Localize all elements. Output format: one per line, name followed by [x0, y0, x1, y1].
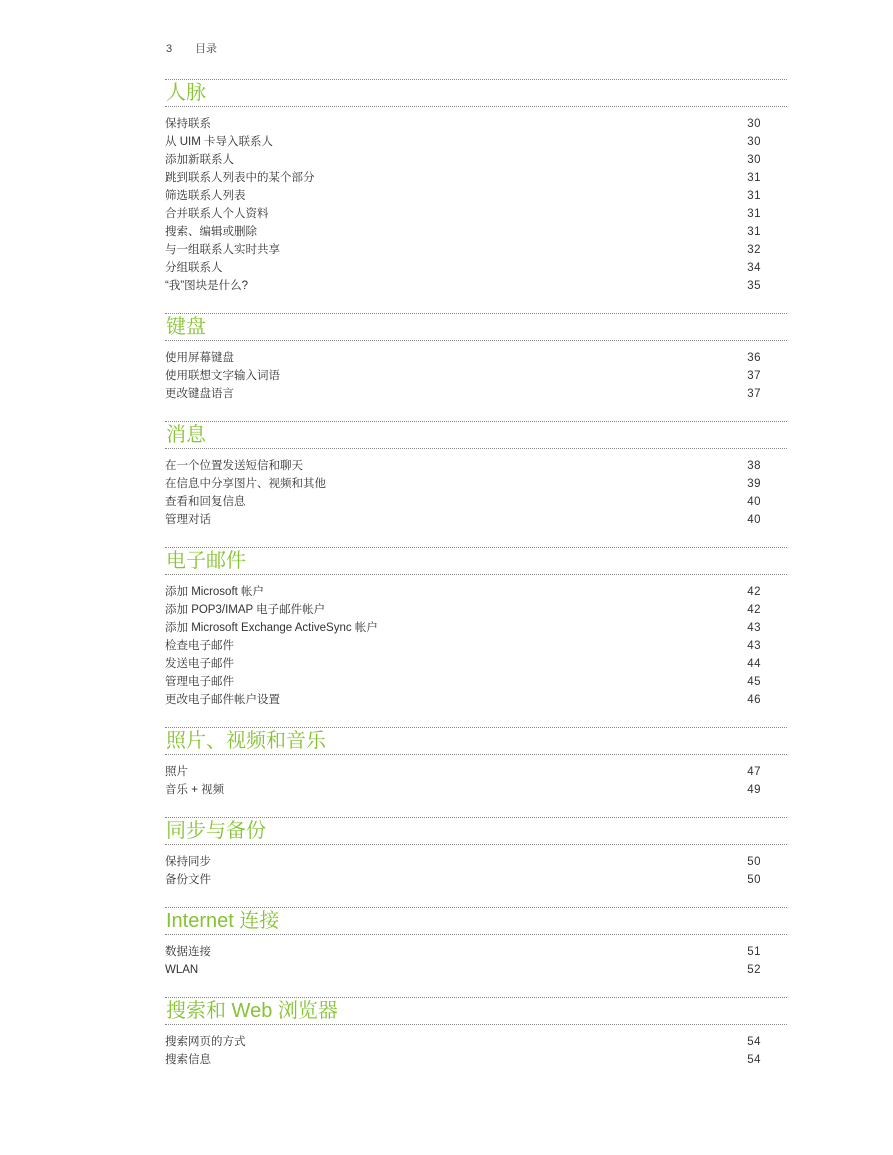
toc-entry-label: 保持同步: [165, 856, 211, 868]
toc-entry-label: 管理电子邮件: [165, 676, 234, 688]
toc-entry[interactable]: [165, 583, 787, 601]
toc-entry-label: 合并联系人个人资料: [165, 208, 269, 220]
page-header: [166, 40, 217, 56]
toc-entry[interactable]: [165, 619, 787, 637]
toc-section: [165, 997, 787, 1069]
toc-entry[interactable]: [165, 385, 787, 403]
toc-entry-label: 筛选联系人列表: [165, 190, 246, 202]
toc-entry-list: [165, 935, 787, 979]
toc-entry-label: 在一个位置发送短信和聊天: [165, 460, 303, 472]
toc-entry-page-number: 30: [747, 154, 761, 166]
toc-section: [165, 727, 787, 799]
toc-entry-label: 添加新联系人: [165, 154, 234, 166]
toc-entry-page-number: 39: [747, 478, 761, 490]
toc-entry[interactable]: [165, 169, 787, 187]
toc-entry[interactable]: [165, 205, 787, 223]
toc-entry-page-number: 31: [747, 208, 761, 220]
toc-entry-label: 使用联想文字输入词语: [165, 370, 280, 382]
toc-entry[interactable]: [165, 961, 787, 979]
toc-entry-label: 跳到联系人列表中的某个部分: [165, 172, 315, 184]
toc-entry-page-number: 47: [747, 766, 761, 778]
section-heading: 键盘: [165, 313, 787, 341]
toc-entry[interactable]: [165, 781, 787, 799]
toc-entry-page-number: 42: [747, 604, 761, 616]
toc-entry-page-number: 43: [747, 640, 761, 652]
toc-entry-label: 在信息中分享图片、视频和其他: [165, 478, 326, 490]
toc-entry-label: 检查电子邮件: [165, 640, 234, 652]
section-heading: 人脉: [165, 79, 787, 107]
toc-entry-label: 搜索、编辑或删除: [165, 226, 257, 238]
toc-entry[interactable]: [165, 871, 787, 889]
toc-entry-page-number: 37: [747, 370, 761, 382]
toc-entry-page-number: 44: [747, 658, 761, 670]
toc-entry[interactable]: [165, 277, 787, 295]
toc-entry-page-number: 52: [747, 964, 761, 976]
toc-entry[interactable]: [165, 223, 787, 241]
toc-entry-label: 从 UIM 卡导入联系人: [165, 136, 273, 148]
toc-entry[interactable]: [165, 1051, 787, 1069]
toc-entry-label: 更改电子邮件帐户设置: [165, 694, 280, 706]
toc-entry[interactable]: [165, 133, 787, 151]
toc-section: [165, 313, 787, 403]
toc-entry-label: 发送电子邮件: [165, 658, 234, 670]
toc-entry[interactable]: [165, 943, 787, 961]
toc-entry-label: 使用屏幕键盘: [165, 352, 234, 364]
toc-entry-label: 更改键盘语言: [165, 388, 234, 400]
toc-entry[interactable]: [165, 763, 787, 781]
toc-entry-page-number: 30: [747, 136, 761, 148]
toc-entry[interactable]: [165, 475, 787, 493]
toc-entry-label: 备份文件: [165, 874, 211, 886]
table-of-contents: [165, 79, 787, 1087]
toc-entry[interactable]: [165, 511, 787, 529]
toc-entry[interactable]: [165, 259, 787, 277]
toc-entry-page-number: 49: [747, 784, 761, 796]
toc-entry[interactable]: [165, 1033, 787, 1051]
toc-entry-page-number: 38: [747, 460, 761, 472]
toc-entry-page-number: 46: [747, 694, 761, 706]
toc-entry-page-number: 36: [747, 352, 761, 364]
section-heading: 搜索和 Web 浏览器: [165, 997, 787, 1025]
section-heading: Internet 连接: [165, 907, 787, 935]
toc-entry[interactable]: [165, 187, 787, 205]
toc-section: [165, 421, 787, 529]
toc-section: [165, 547, 787, 709]
toc-entry[interactable]: [165, 673, 787, 691]
section-heading: 消息: [165, 421, 787, 449]
toc-entry-list: [165, 755, 787, 799]
toc-entry-page-number: 31: [747, 226, 761, 238]
toc-entry-label: 搜索信息: [165, 1054, 211, 1066]
toc-entry-label: 添加 POP3/IMAP 电子邮件帐户: [165, 604, 326, 616]
toc-entry-page-number: 50: [747, 874, 761, 886]
toc-entry-list: [165, 449, 787, 529]
section-heading: 电子邮件: [165, 547, 787, 575]
toc-entry-page-number: 54: [747, 1054, 761, 1066]
toc-entry-label: 添加 Microsoft 帐户: [165, 586, 265, 598]
page-number: 3: [166, 43, 173, 55]
toc-entry-label: 数据连接: [165, 946, 211, 958]
toc-entry-page-number: 45: [747, 676, 761, 688]
toc-entry[interactable]: [165, 349, 787, 367]
toc-entry[interactable]: [165, 637, 787, 655]
toc-entry-label: 添加 Microsoft Exchange ActiveSync 帐户: [165, 622, 378, 634]
toc-entry-label: 管理对话: [165, 514, 211, 526]
section-heading: 同步与备份: [165, 817, 787, 845]
toc-entry-label: 与一组联系人实时共享: [165, 244, 280, 256]
toc-entry-page-number: 35: [747, 280, 761, 292]
toc-entry-list: [165, 1025, 787, 1069]
toc-entry[interactable]: [165, 601, 787, 619]
toc-entry-page-number: 42: [747, 586, 761, 598]
toc-entry[interactable]: [165, 151, 787, 169]
toc-entry-page-number: 30: [747, 118, 761, 130]
toc-section: [165, 817, 787, 889]
toc-entry-label: 音乐 + 视频: [165, 784, 225, 796]
toc-entry-page-number: 51: [747, 946, 761, 958]
toc-entry-label: 照片: [165, 766, 188, 778]
toc-entry[interactable]: [165, 241, 787, 259]
page-title: 目录: [195, 43, 218, 55]
toc-entry-label: 保持联系: [165, 118, 211, 130]
toc-entry-label: 分组联系人: [165, 262, 223, 274]
toc-entry-label: WLAN: [165, 964, 199, 976]
toc-entry-page-number: 40: [747, 496, 761, 508]
toc-entry-label: 查看和回复信息: [165, 496, 246, 508]
toc-entry[interactable]: [165, 457, 787, 475]
toc-section: [165, 907, 787, 979]
section-heading: 照片、视频和音乐: [165, 727, 787, 755]
toc-entry-page-number: 40: [747, 514, 761, 526]
toc-entry-page-number: 43: [747, 622, 761, 634]
toc-entry[interactable]: [165, 367, 787, 385]
toc-entry-page-number: 31: [747, 172, 761, 184]
toc-entry[interactable]: [165, 691, 787, 709]
toc-entry-page-number: 34: [747, 262, 761, 274]
toc-entry[interactable]: [165, 655, 787, 673]
toc-entry-list: [165, 575, 787, 709]
toc-entry-page-number: 50: [747, 856, 761, 868]
toc-entry-list: [165, 341, 787, 403]
toc-entry-list: [165, 107, 787, 295]
toc-entry-page-number: 31: [747, 190, 761, 202]
toc-entry[interactable]: [165, 115, 787, 133]
toc-entry-page-number: 37: [747, 388, 761, 400]
toc-entry[interactable]: [165, 493, 787, 511]
toc-entry-label: “我”图块是什么?: [165, 280, 249, 292]
toc-entry-list: [165, 845, 787, 889]
toc-section: [165, 79, 787, 295]
toc-entry-label: 搜索网页的方式: [165, 1036, 246, 1048]
toc-entry[interactable]: [165, 853, 787, 871]
toc-entry-page-number: 32: [747, 244, 761, 256]
toc-entry-page-number: 54: [747, 1036, 761, 1048]
